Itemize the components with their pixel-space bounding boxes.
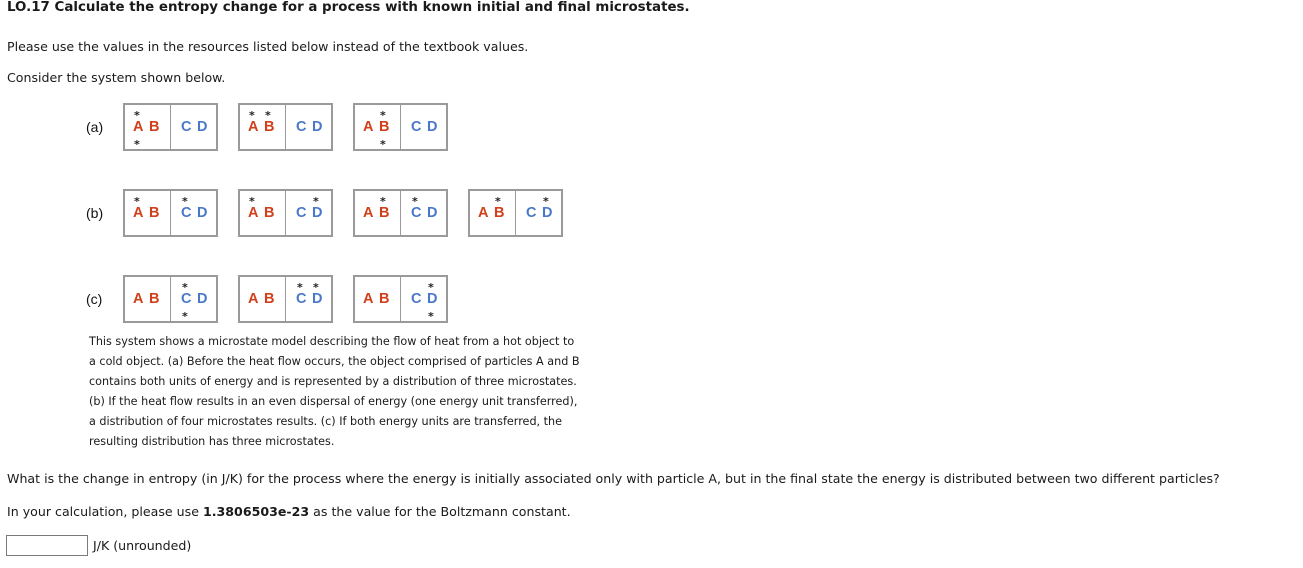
particle-a: A [363, 205, 374, 221]
particle-b: B [149, 291, 160, 307]
particle-a: A [133, 205, 144, 221]
energy-unit-star: * [380, 195, 386, 208]
energy-unit-star: * [249, 195, 255, 208]
particle-a: A [133, 119, 144, 135]
boltzmann-instruction [7, 504, 571, 519]
microstate-box [353, 275, 448, 323]
particle-b: B [379, 205, 390, 221]
microstate-box [238, 275, 333, 323]
microstate-box [468, 189, 563, 237]
particle-c: C [526, 205, 537, 221]
energy-unit-star: * [182, 310, 188, 323]
energy-unit-star: * [428, 281, 434, 294]
microstate-box [353, 103, 448, 151]
boltzmann-prefix: In your calculation, please use [7, 504, 203, 519]
particle-b: B [149, 205, 160, 221]
caption-line: contains both units of energy and is represented by a distribution of three microstates. [89, 375, 577, 388]
figure-caption [89, 332, 589, 452]
row-label: (a) [86, 119, 104, 135]
particle-b: B [379, 119, 390, 135]
row-label: (c) [86, 291, 103, 307]
particle-c: C [411, 291, 422, 307]
box-divider [400, 190, 401, 236]
particle-d: D [542, 205, 553, 221]
answer-input[interactable] [6, 535, 88, 556]
caption-line: This system shows a microstate model describing the flow of heat from a hot object to [89, 335, 575, 348]
particle-b: B [494, 205, 505, 221]
box-divider [170, 190, 171, 236]
energy-unit-star: * [134, 109, 140, 122]
energy-unit-star: * [297, 281, 303, 294]
particle-d: D [312, 291, 323, 307]
particle-b: B [264, 119, 275, 135]
microstate-box [123, 103, 218, 151]
microstate-box [238, 103, 333, 151]
energy-unit-star: * [380, 138, 386, 151]
energy-unit-star: * [313, 281, 319, 294]
box-divider [400, 104, 401, 150]
energy-unit-star: * [313, 195, 319, 208]
question-text: What is the change in entropy (in J/K) for the process where the energy is initially associated only with particle A, but in the final state the energy is distributed between two different particles? [7, 471, 1220, 486]
particle-a: A [133, 291, 144, 307]
microstate-box [123, 275, 218, 323]
particle-d: D [312, 205, 323, 221]
particle-a: A [248, 291, 259, 307]
energy-unit-star: * [412, 195, 418, 208]
caption-line: (b) If the heat flow results in an even dispersal of energy (one energy unit transferred), [89, 395, 578, 408]
particle-d: D [312, 119, 323, 135]
particle-c: C [296, 291, 307, 307]
box-divider [170, 104, 171, 150]
box-divider [285, 104, 286, 150]
particle-d: D [427, 119, 438, 135]
particle-d: D [197, 205, 208, 221]
page-title: LO.17 Calculate the entropy change for a process with known initial and final microstates. [7, 0, 690, 15]
energy-unit-star: * [182, 195, 188, 208]
particle-c: C [296, 205, 307, 221]
box-divider [400, 276, 401, 322]
box-divider [170, 276, 171, 322]
particle-d: D [197, 291, 208, 307]
particle-c: C [411, 205, 422, 221]
energy-unit-star: * [428, 310, 434, 323]
box-divider [285, 190, 286, 236]
particle-c: C [411, 119, 422, 135]
energy-unit-star: * [134, 138, 140, 151]
particle-a: A [478, 205, 489, 221]
particle-c: C [181, 119, 192, 135]
energy-unit-star: * [380, 109, 386, 122]
particle-b: B [379, 291, 390, 307]
particle-d: D [427, 205, 438, 221]
particle-c: C [181, 205, 192, 221]
instructions-text: Please use the values in the resources listed below instead of the textbook values. [7, 39, 529, 54]
energy-unit-star: * [265, 109, 271, 122]
consider-text: Consider the system shown below. [7, 70, 226, 85]
answer-unit-label: J/K (unrounded) [93, 538, 192, 553]
particle-a: A [363, 291, 374, 307]
energy-unit-star: * [249, 109, 255, 122]
energy-unit-star: * [495, 195, 501, 208]
particle-a: A [248, 119, 259, 135]
caption-line: a cold object. (a) Before the heat flow occurs, the object comprised of particles A and B [89, 355, 580, 368]
microstate-box [123, 189, 218, 237]
caption-line: a distribution of four microstates results. (c) If both energy units are transferred, the [89, 415, 563, 428]
particle-c: C [296, 119, 307, 135]
particle-a: A [363, 119, 374, 135]
particle-b: B [264, 205, 275, 221]
particle-d: D [197, 119, 208, 135]
microstate-box [238, 189, 333, 237]
microstate-box [353, 189, 448, 237]
particle-b: B [264, 291, 275, 307]
energy-unit-star: * [182, 281, 188, 294]
boltzmann-suffix: as the value for the Boltzmann constant. [309, 504, 571, 519]
particle-c: C [181, 291, 192, 307]
caption-line: resulting distribution has three microstates. [89, 435, 335, 448]
energy-unit-star: * [134, 195, 140, 208]
particle-d: D [427, 291, 438, 307]
energy-unit-star: * [543, 195, 549, 208]
particle-a: A [248, 205, 259, 221]
particle-b: B [149, 119, 160, 135]
box-divider [285, 276, 286, 322]
boltzmann-constant-value: 1.3806503e-23 [202, 504, 310, 519]
box-divider [515, 190, 516, 236]
row-label: (b) [86, 205, 104, 221]
